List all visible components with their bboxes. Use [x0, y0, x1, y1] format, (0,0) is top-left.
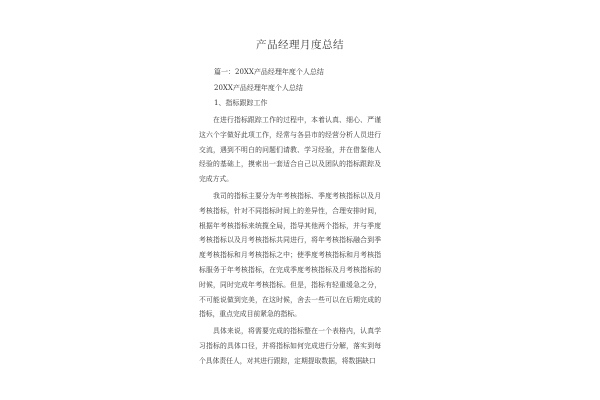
document-subheading: 篇一：20XX产品经理年度个人总结 — [214, 68, 324, 76]
paragraph: 我司的指标主要分为年考核指标、季度考核指标以及月考核指标，针对不同指标时间上的差异性，合理安排时间，根据年考核指标来统揽全局，指导其他两个指标，并与季度考核指标以及月考核指标共同进行，将年考核指标融合到季度考核指标和月考核指标之中；使季度考核指标和月考核指标服务于年考核指标，在完成季度考核指标及月考核指标的时候，同时完成年考核指标。但是，指标有轻重缓急之分，不可能说做到完美，在这时候，舍去一些可以在后期完成的指标，重点完成目前紧急的指标。 — [199, 191, 381, 319]
section-heading: 1、指标跟踪工作 — [214, 99, 268, 107]
paragraph: 在进行指标跟踪工作的过程中，本着认真、细心、严谨这六个字做好此项工作，经常与各县市的经营分析人员进行交流，遇到不明白的问题们请教、学习经验，并在借鉴他人经验的基础上，摸索出一套适合自己以及团队的指标跟踪及完成方式。 — [199, 116, 381, 184]
document-body — [199, 113, 381, 371]
document-subheading-2: 20XX产品经理年度个人总结 — [214, 84, 303, 92]
paragraph: 具体来说，将需要完成的指标整在一个表格内，认真学习指标的具体口径，并将指标如何完成进行分解，落实到每个具体责任人，对其进行跟踪，定期提取数据，将数据缺口 — [199, 327, 381, 365]
document-title: 产品经理月度总结 — [256, 39, 344, 51]
